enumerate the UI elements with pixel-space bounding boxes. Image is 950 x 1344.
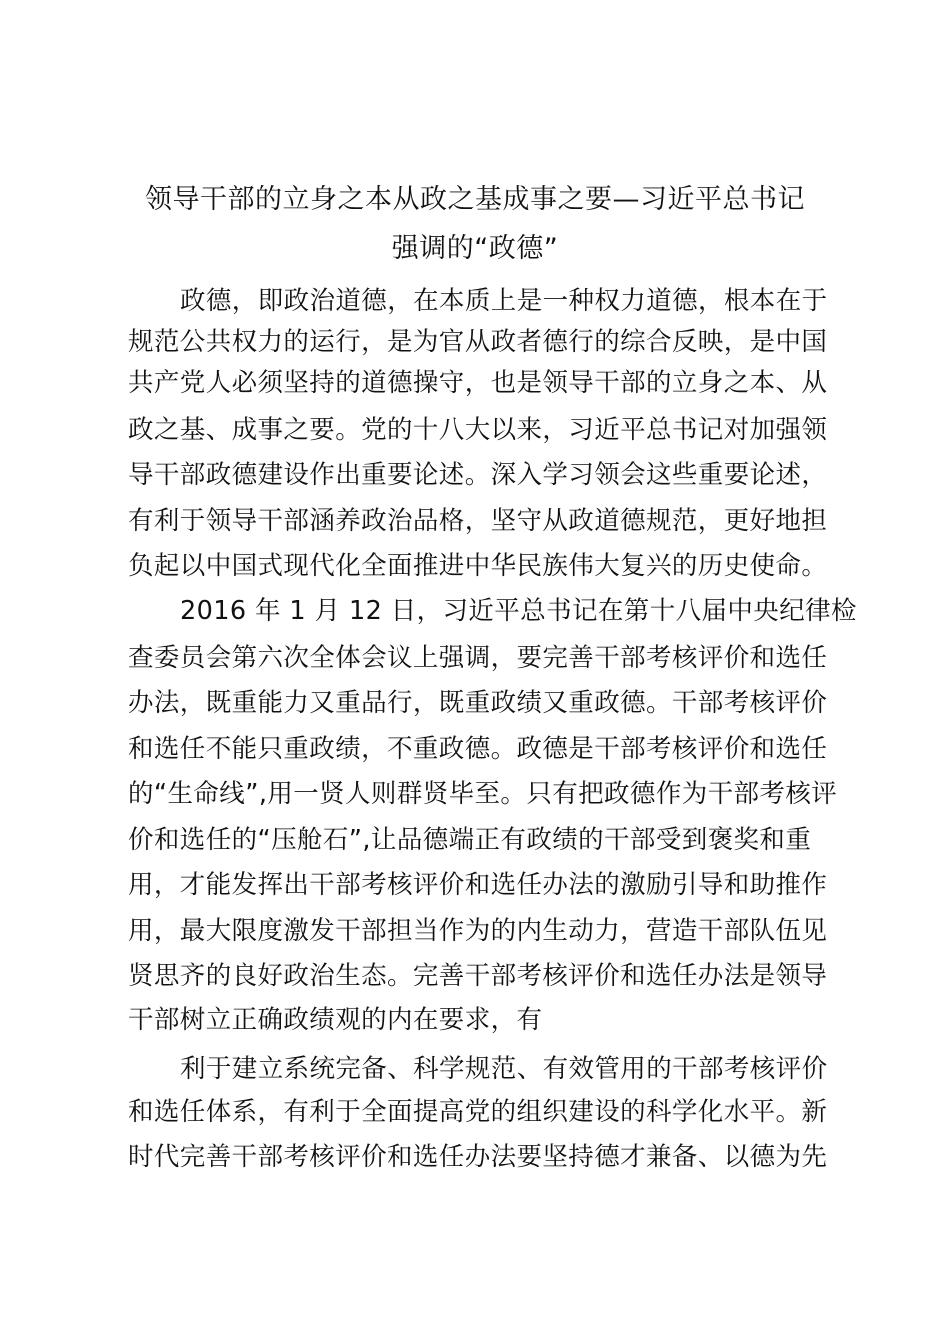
body-text-line: 时代完善干部考核评价和选任办法要坚持德才兼备、以德为先 xyxy=(128,1142,828,1172)
body-text-line: 2016 年 1 月 12 日，习近平总书记在第十八届中央纪律检 xyxy=(180,596,857,626)
body-text-line: 有利于领导干部涵养政治品格，坚守从政道德规范，更好地担 xyxy=(128,506,828,536)
body-text-line: 规范公共权力的运行，是为官从政者德行的综合反映，是中国 xyxy=(128,327,828,357)
body-text-line: 用，才能发挥出干部考核评价和选任办法的激励引导和助推作 xyxy=(128,870,828,900)
document-title-line-2: 强调的“政德” xyxy=(391,233,559,264)
body-text-line: 政之基、成事之要。党的十八大以来，习近平总书记对加强领 xyxy=(128,415,828,445)
body-text-line: 查委员会第六次全体会议上强调，要完善干部考核评价和选任 xyxy=(128,643,828,673)
body-text-line: 贤思齐的良好政治生态。完善干部考核评价和选任办法是领导 xyxy=(128,961,828,991)
body-text-line: 和选任体系，有利于全面提高党的组织建设的科学化水平。新 xyxy=(128,1097,828,1127)
body-text-line: 用，最大限度激发干部担当作为的内生动力，营造干部队伍见 xyxy=(128,916,828,946)
body-text-line: 办法，既重能力又重品行，既重政绩又重政德。干部考核评价 xyxy=(128,688,828,718)
body-text-line: 价和选任的“压舱石”,让品德端正有政绩的干部受到褒奖和重 xyxy=(128,825,812,855)
body-text-line: 负起以中国式现代化全面推进中华民族伟大复兴的历史使命。 xyxy=(128,551,828,581)
body-text-line: 利于建立系统完备、科学规范、有效管用的干部考核评价 xyxy=(180,1054,828,1084)
body-text-line: 政德，即政治道德，在本质上是一种权力道德，根本在于 xyxy=(180,286,828,316)
body-text-line: 共产党人必须坚持的道德操守，也是领导干部的立身之本、从 xyxy=(128,368,828,398)
body-text-line: 干部树立正确政绩观的内在要求，有 xyxy=(128,1005,543,1035)
document-title-line-1: 领导干部的立身之本从政之基成事之要—习近平总书记 xyxy=(145,184,805,215)
body-text-line: 导干部政德建设作出重要论述。深入学习领会这些重要论述， xyxy=(128,460,828,490)
body-text-line: 的“生命线”,用一贤人则群贤毕至。只有把政德作为干部考核评 xyxy=(128,779,838,809)
body-text-line: 和选任不能只重政绩，不重政德。政德是干部考核评价和选任 xyxy=(128,734,828,764)
